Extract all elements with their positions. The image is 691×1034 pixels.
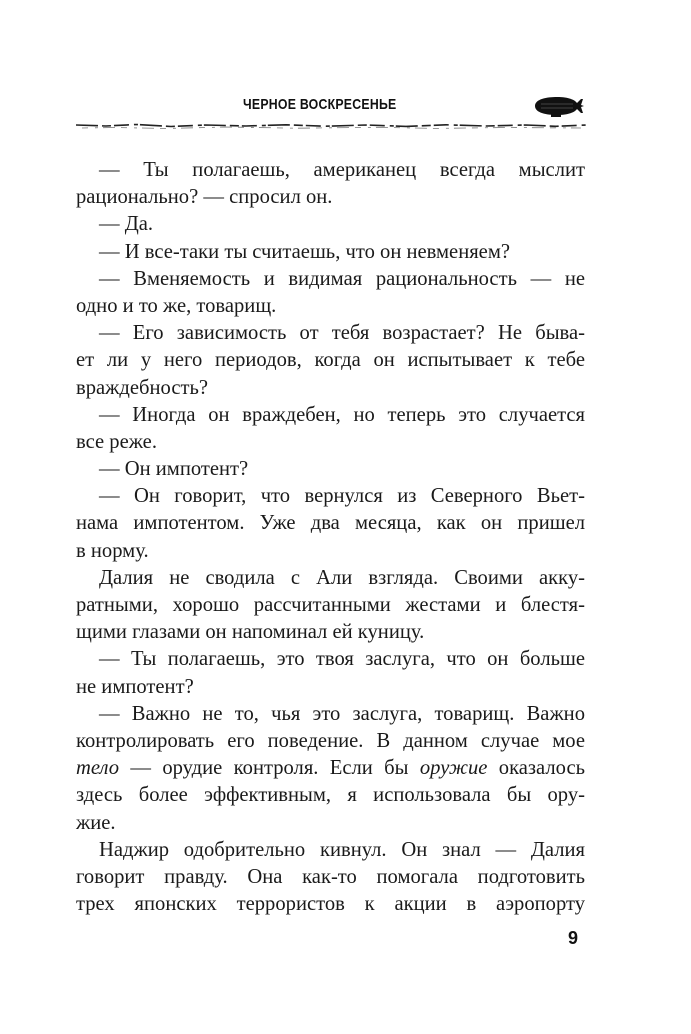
text-line: трех японских террористов к акции в аэропорту xyxy=(76,893,585,916)
text-line: в норму. xyxy=(76,539,149,562)
text-line: нама импотентом. Уже два месяца, как он пришел xyxy=(76,512,585,535)
text-line: Наджир одобрительно кивнул. Он знал — Далия xyxy=(99,838,585,861)
text-fragment: оказалось xyxy=(487,757,585,780)
text-line: жие. xyxy=(76,811,116,834)
text-line: — Важно не то, чья это заслуга, товарищ. Важно xyxy=(99,702,585,725)
text-line: щими глазами он напоминал ей куницу. xyxy=(76,621,425,644)
text-line: — Иногда он враждебен, но теперь это случается xyxy=(99,403,585,426)
text-line: все реже. xyxy=(76,430,157,453)
text-line: — И все-таки ты считаешь, что он невменяем? xyxy=(99,240,511,263)
page-number: 9 xyxy=(568,928,579,948)
text-line: ратными, хорошо рассчитанными жестами и блестя- xyxy=(76,594,585,616)
text-line: Далия не сводила с Али взгляда. Своими акку- xyxy=(99,566,585,589)
text-line: враждебность? xyxy=(76,376,208,399)
body-text xyxy=(76,157,585,918)
text-line: говорит правду. Она как-то помогала подготовить xyxy=(76,865,585,888)
text-line: одно и то же, товарищ. xyxy=(76,294,277,317)
text-fragment: — орудие контроля. Если бы xyxy=(119,757,420,780)
text-line: — Ты полагаешь, это твоя заслуга, что он больше xyxy=(99,648,585,671)
text-line: контролировать его поведение. В данном случае мое xyxy=(76,729,585,752)
text-line: не импотент? xyxy=(76,675,194,698)
text-line: — Вменяемость и видимая рациональность — не xyxy=(99,267,585,290)
emphasis-word: оружие xyxy=(419,757,488,780)
text-line: — Да. xyxy=(99,213,154,236)
text-line: — Он говорит, что вернулся из Северного Вьет- xyxy=(99,485,585,508)
text-line: ет ли у него периодов, когда он испытывает к тебе xyxy=(76,349,585,372)
running-title: ЧЕРНОЕ ВОСКРЕСЕНЬЕ xyxy=(243,96,397,113)
text-line: здесь более эффективным, я использовала бы ору- xyxy=(76,784,585,807)
airship-icon xyxy=(533,95,585,117)
text-line: — Он импотент? xyxy=(99,458,249,481)
text-line: — Ты полагаешь, американец всегда мыслит xyxy=(99,159,585,181)
text-line-emphasis xyxy=(76,755,585,782)
text-line: — Его зависимость от тебя возрастает? Не быва- xyxy=(99,322,585,345)
emphasis-word: тело xyxy=(76,757,120,780)
header-rule xyxy=(76,120,586,132)
text-line: рационально? — спросил он. xyxy=(76,186,333,209)
